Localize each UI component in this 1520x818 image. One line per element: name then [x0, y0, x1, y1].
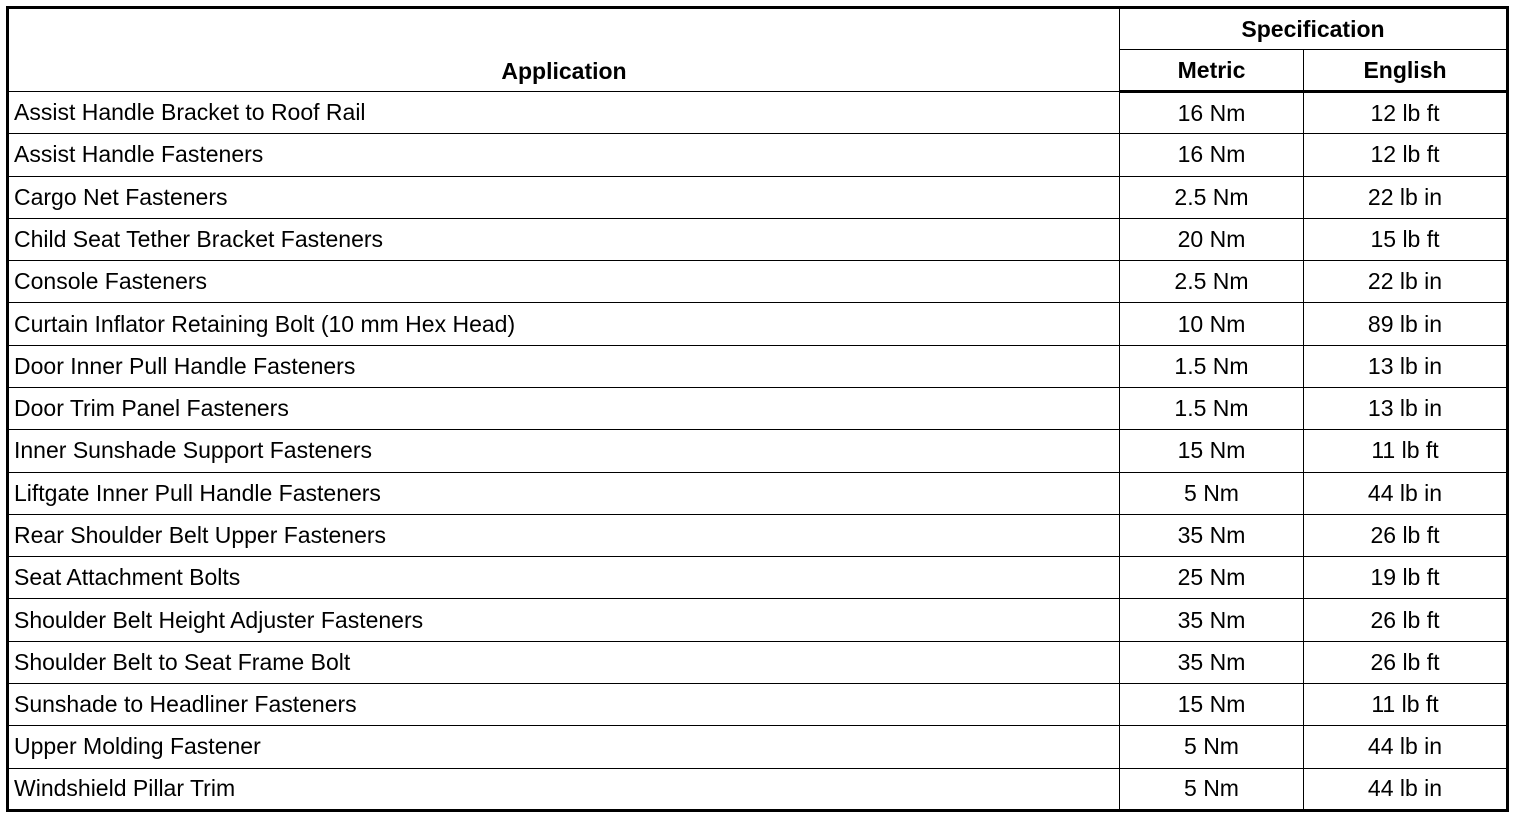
header-row-top [8, 8, 1508, 50]
application-cell: Shoulder Belt Height Adjuster Fasteners [8, 599, 1120, 641]
table-row [8, 768, 1508, 811]
metric-cell: 5 Nm [1120, 726, 1304, 768]
english-cell: 15 lb ft [1304, 218, 1508, 260]
table-row [8, 261, 1508, 303]
application-cell: Windshield Pillar Trim [8, 768, 1120, 811]
application-cell: Console Fasteners [8, 261, 1120, 303]
application-cell: Liftgate Inner Pull Handle Fasteners [8, 472, 1120, 514]
application-cell: Cargo Net Fasteners [8, 176, 1120, 218]
metric-cell: 2.5 Nm [1120, 176, 1304, 218]
english-cell: 26 lb ft [1304, 599, 1508, 641]
english-cell: 44 lb in [1304, 472, 1508, 514]
metric-cell: 16 Nm [1120, 134, 1304, 176]
column-header-application: Application [8, 8, 1120, 92]
table-row [8, 599, 1508, 641]
metric-cell: 25 Nm [1120, 557, 1304, 599]
english-cell: 44 lb in [1304, 768, 1508, 811]
english-cell: 12 lb ft [1304, 134, 1508, 176]
english-cell: 13 lb in [1304, 345, 1508, 387]
table-row [8, 514, 1508, 556]
column-header-specification: Specification [1120, 8, 1508, 50]
metric-cell: 10 Nm [1120, 303, 1304, 345]
english-cell: 22 lb in [1304, 176, 1508, 218]
table-body [8, 92, 1508, 811]
application-cell: Upper Molding Fastener [8, 726, 1120, 768]
english-cell: 19 lb ft [1304, 557, 1508, 599]
application-cell: Sunshade to Headliner Fasteners [8, 683, 1120, 725]
column-header-metric: Metric [1120, 50, 1304, 92]
application-cell: Inner Sunshade Support Fasteners [8, 430, 1120, 472]
application-cell: Assist Handle Fasteners [8, 134, 1120, 176]
english-cell: 11 lb ft [1304, 683, 1508, 725]
english-cell: 26 lb ft [1304, 641, 1508, 683]
application-cell: Door Inner Pull Handle Fasteners [8, 345, 1120, 387]
application-cell: Curtain Inflator Retaining Bolt (10 mm Hex Head) [8, 303, 1120, 345]
table-row [8, 218, 1508, 260]
table-row [8, 134, 1508, 176]
english-cell: 26 lb ft [1304, 514, 1508, 556]
metric-cell: 5 Nm [1120, 768, 1304, 811]
application-cell: Shoulder Belt to Seat Frame Bolt [8, 641, 1120, 683]
metric-cell: 2.5 Nm [1120, 261, 1304, 303]
torque-specification-table [6, 6, 1509, 812]
metric-cell: 5 Nm [1120, 472, 1304, 514]
application-cell: Child Seat Tether Bracket Fasteners [8, 218, 1120, 260]
metric-cell: 16 Nm [1120, 92, 1304, 134]
metric-cell: 15 Nm [1120, 430, 1304, 472]
english-cell: 13 lb in [1304, 387, 1508, 429]
english-cell: 89 lb in [1304, 303, 1508, 345]
application-cell: Rear Shoulder Belt Upper Fasteners [8, 514, 1120, 556]
english-cell: 44 lb in [1304, 726, 1508, 768]
english-cell: 22 lb in [1304, 261, 1508, 303]
table-row [8, 387, 1508, 429]
table-row [8, 345, 1508, 387]
table-row [8, 472, 1508, 514]
metric-cell: 1.5 Nm [1120, 345, 1304, 387]
english-cell: 12 lb ft [1304, 92, 1508, 134]
application-cell: Assist Handle Bracket to Roof Rail [8, 92, 1120, 134]
metric-cell: 35 Nm [1120, 514, 1304, 556]
metric-cell: 35 Nm [1120, 641, 1304, 683]
table-row [8, 641, 1508, 683]
column-header-english: English [1304, 50, 1508, 92]
application-cell: Door Trim Panel Fasteners [8, 387, 1120, 429]
metric-cell: 15 Nm [1120, 683, 1304, 725]
metric-cell: 35 Nm [1120, 599, 1304, 641]
table-row [8, 92, 1508, 134]
table-row [8, 303, 1508, 345]
table-header [8, 8, 1508, 92]
table-row [8, 430, 1508, 472]
table-row [8, 176, 1508, 218]
table-row [8, 726, 1508, 768]
application-cell: Seat Attachment Bolts [8, 557, 1120, 599]
table-row [8, 557, 1508, 599]
metric-cell: 1.5 Nm [1120, 387, 1304, 429]
table-row [8, 683, 1508, 725]
metric-cell: 20 Nm [1120, 218, 1304, 260]
english-cell: 11 lb ft [1304, 430, 1508, 472]
